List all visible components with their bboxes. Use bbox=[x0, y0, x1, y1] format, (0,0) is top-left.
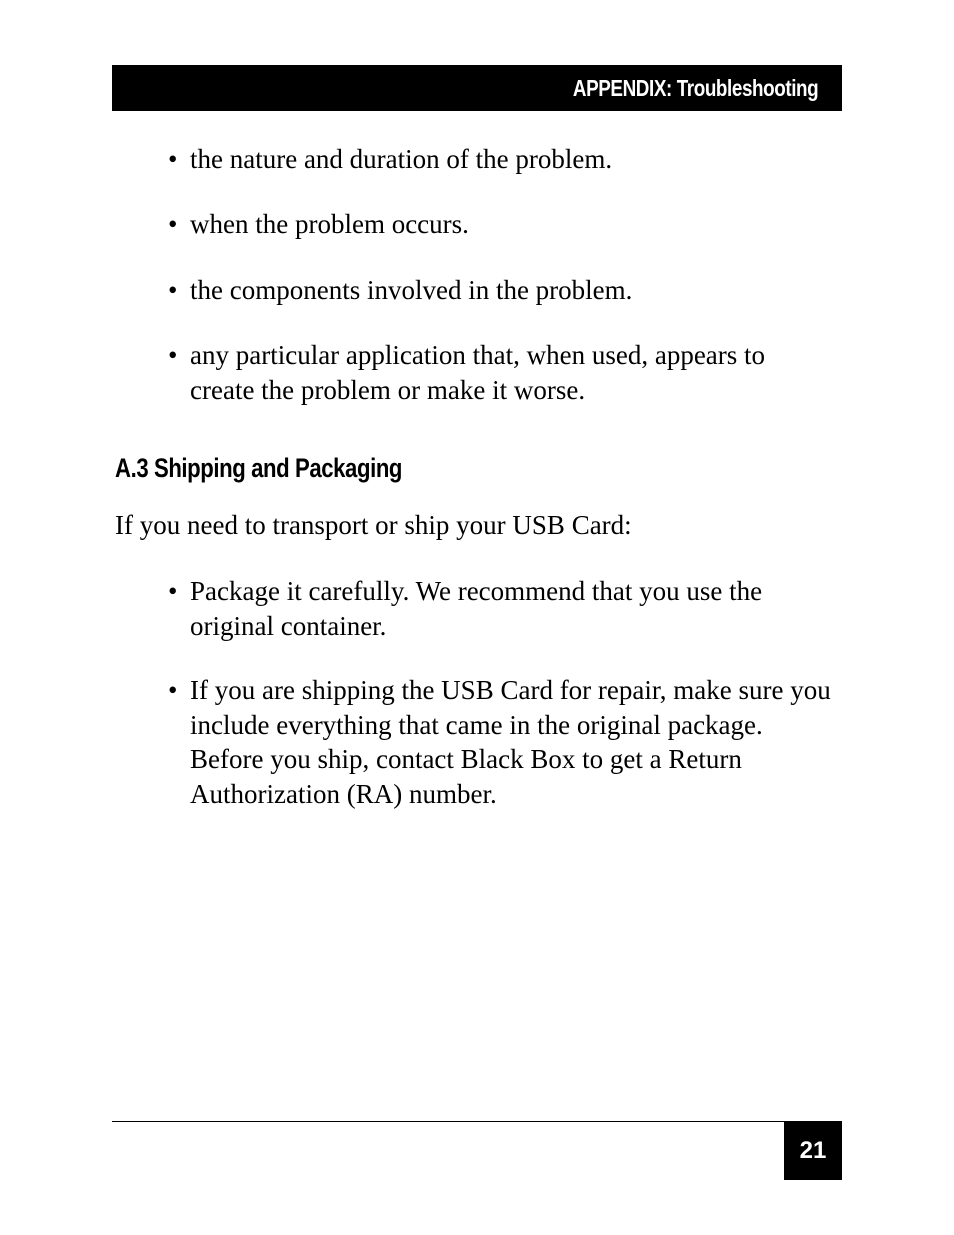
running-header-title: APPENDIX: Troubleshooting bbox=[572, 75, 818, 101]
list-item bbox=[168, 273, 848, 308]
list-item-text: the nature and duration of the problem. bbox=[190, 144, 613, 174]
list-item-text: any particular application that, when used, appears to create the problem or make it worse. bbox=[190, 340, 766, 405]
list-item-text: when the problem occurs. bbox=[190, 209, 469, 239]
bullet-icon: • bbox=[168, 576, 178, 606]
bullet-icon: • bbox=[168, 675, 178, 705]
list-item bbox=[168, 673, 840, 811]
list-item bbox=[168, 207, 848, 242]
bullet-icon: • bbox=[168, 275, 178, 305]
list-item bbox=[168, 574, 836, 643]
list-item-text: the components involved in the problem. bbox=[190, 275, 633, 305]
list-item-text: If you are shipping the USB Card for repair, make sure you include everything that came in the original package. Before you ship, contact Black Box to get a Return Authorization (RA) number. bbox=[190, 675, 831, 809]
running-header bbox=[112, 65, 842, 111]
bullet-icon: • bbox=[168, 340, 178, 370]
bullet-icon: • bbox=[168, 144, 178, 174]
footer-rule bbox=[112, 1121, 784, 1122]
page-number: 21 bbox=[784, 1121, 842, 1180]
list-item bbox=[168, 338, 808, 407]
section-heading: A.3 Shipping and Packaging bbox=[115, 453, 403, 483]
section-intro: If you need to transport or ship your USB Card: bbox=[115, 510, 632, 540]
list-item-text: Package it carefully. We recommend that you use the original container. bbox=[190, 576, 763, 641]
bullet-icon: • bbox=[168, 209, 178, 239]
list-item bbox=[168, 142, 848, 177]
